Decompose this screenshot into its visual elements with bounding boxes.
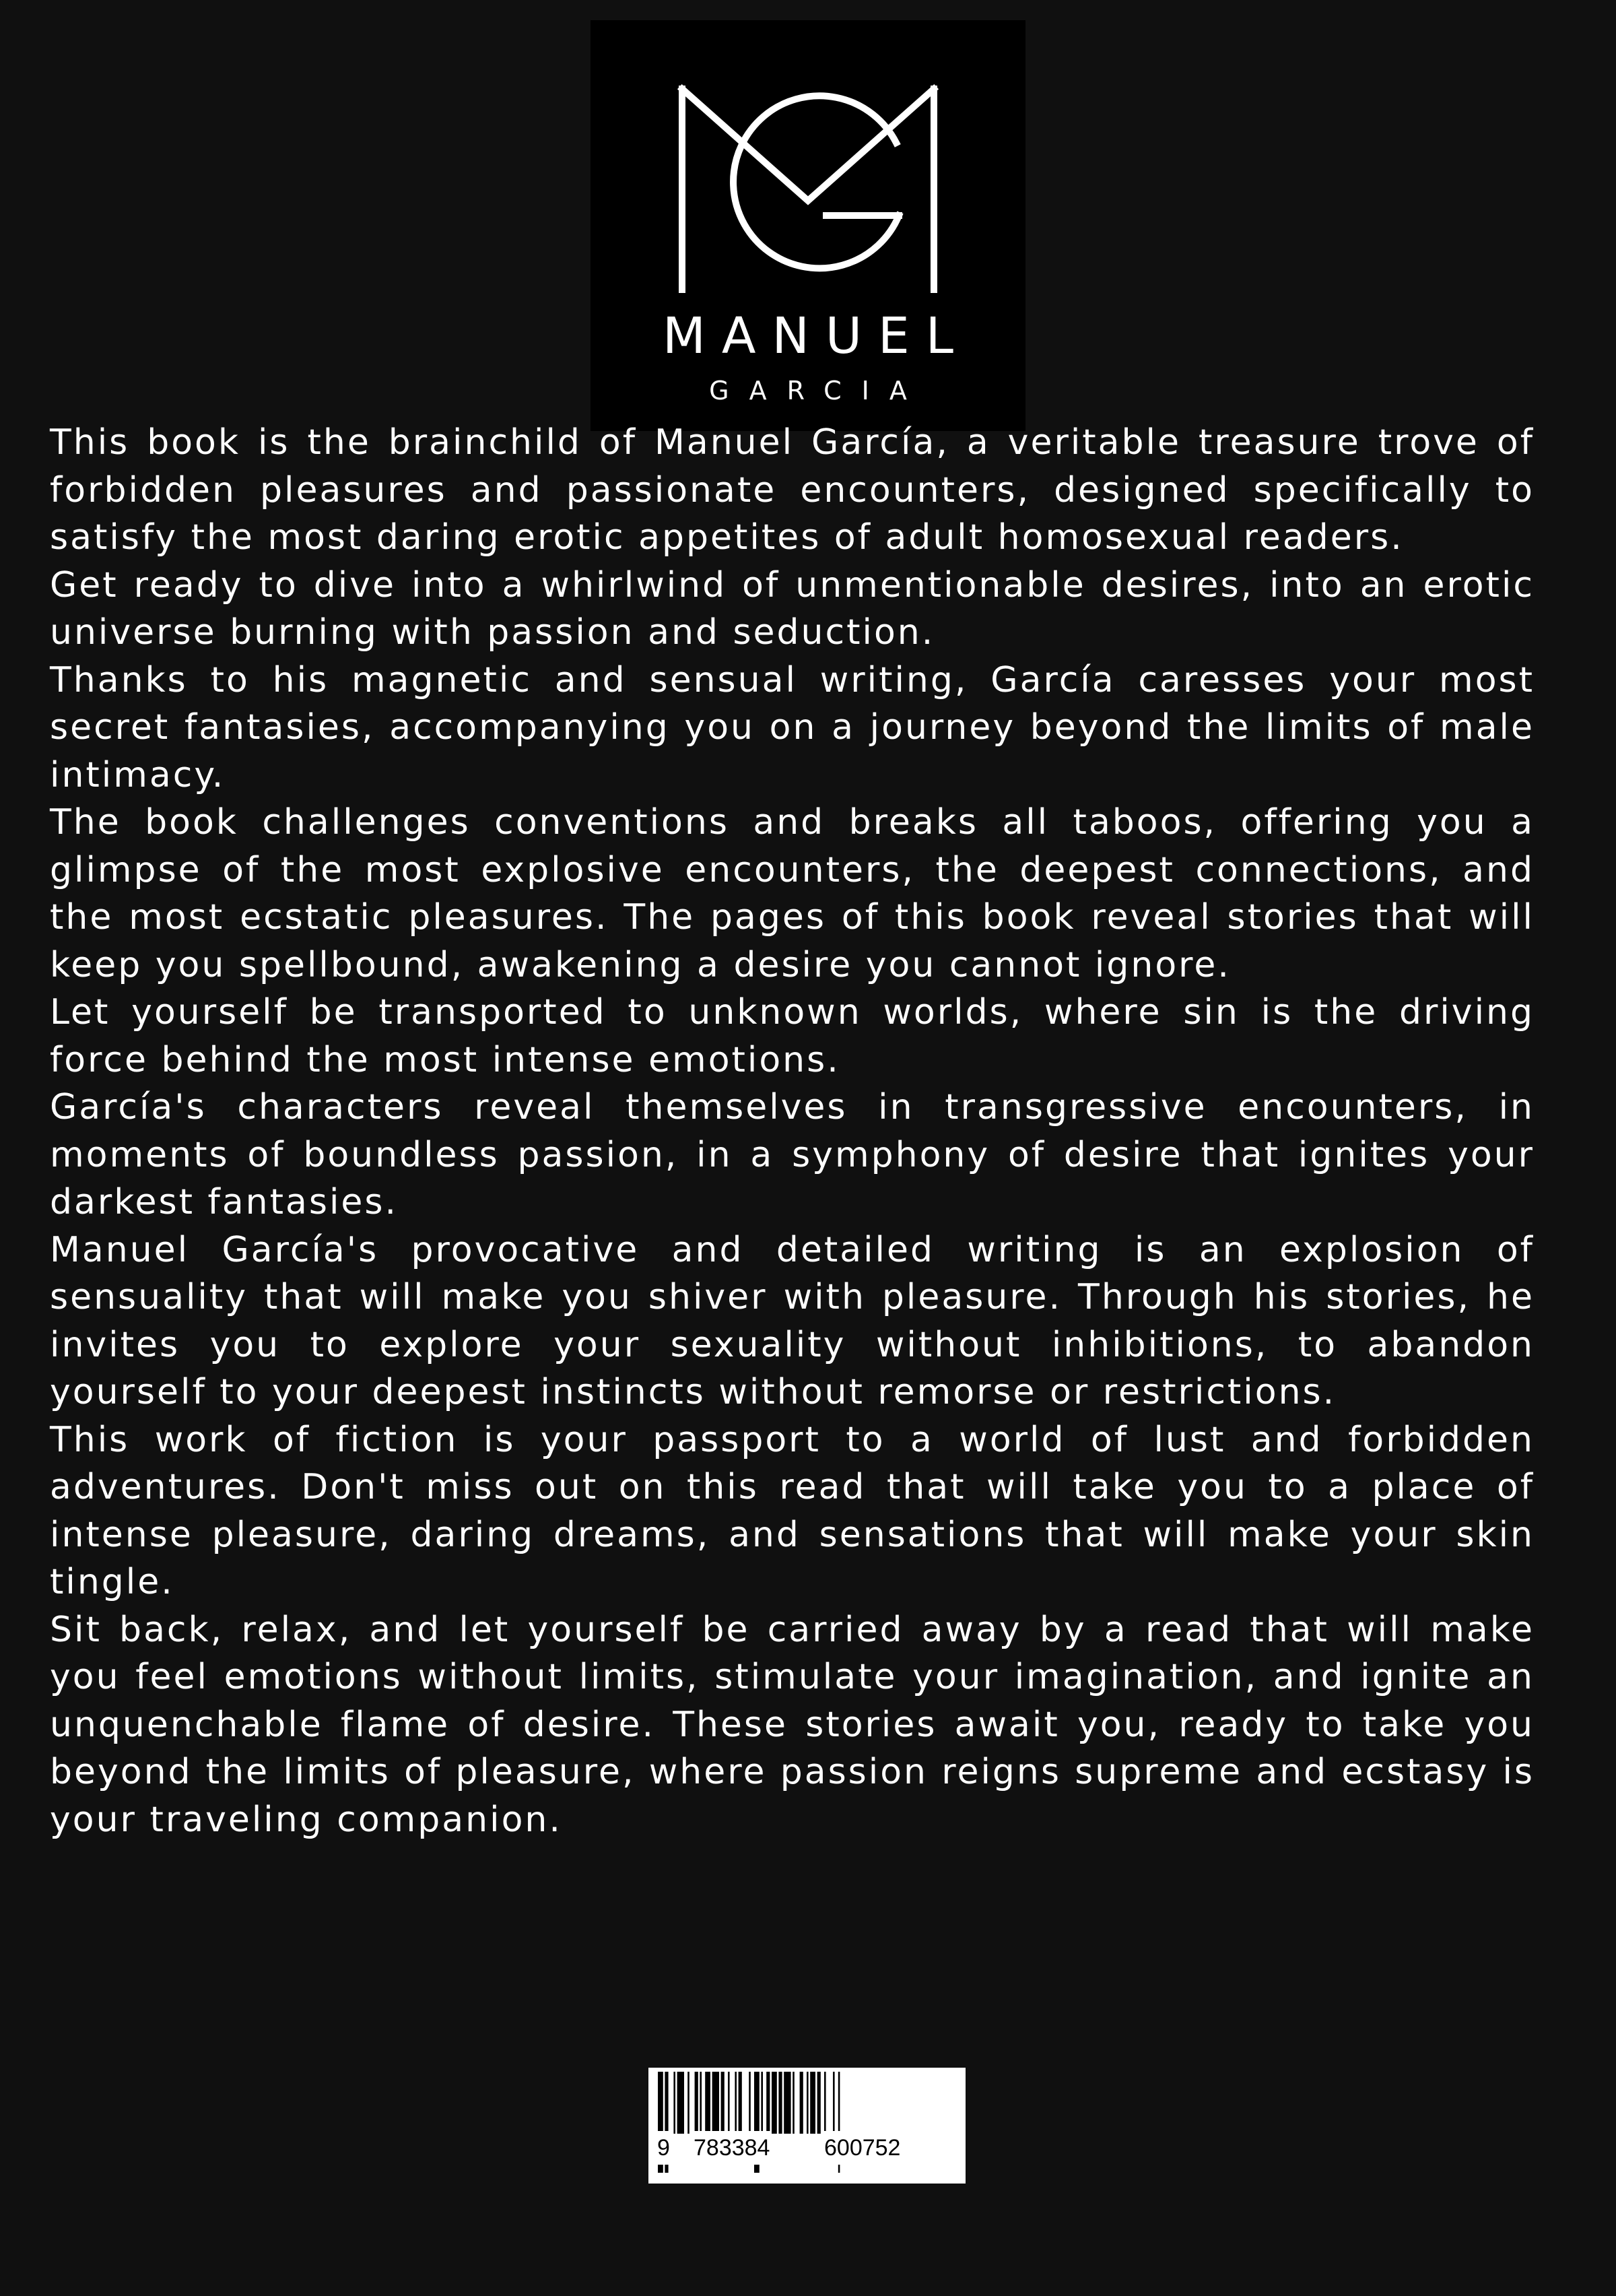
blurb-paragraph: Let yourself be transported to unknown worlds, where sin is the driving force behind the most intense emotions. bbox=[50, 992, 1535, 1080]
barcode-bar bbox=[793, 2072, 795, 2134]
barcode-bar bbox=[700, 2072, 702, 2134]
blurb-paragraph: Thanks to his magnetic and sensual writing, García caresses your most secret fantasies, accompanying you on a journey beyond the limits of male intimacy. bbox=[50, 659, 1535, 795]
barcode-bar bbox=[810, 2072, 815, 2134]
barcode-digits bbox=[648, 2131, 966, 2165]
barcode-bar bbox=[833, 2072, 835, 2134]
barcode-bar bbox=[800, 2072, 803, 2134]
isbn-barcode bbox=[648, 2068, 966, 2184]
barcode-prefix-digit: 9 bbox=[655, 2131, 672, 2165]
blurb-paragraph: Get ready to dive into a whirlwind of unmentionable desires, into an erotic universe burning with passion and seduction. bbox=[50, 564, 1535, 653]
barcode-bar bbox=[772, 2072, 777, 2134]
barcode-bar bbox=[778, 2072, 782, 2134]
barcode-bar bbox=[721, 2072, 725, 2134]
barcode-bar bbox=[735, 2072, 737, 2134]
blurb-paragraph: This book is the brainchild of Manuel García, a veritable treasure trove of forbidden pleasures and passionate encounters, designed specifically to satisfy the most daring erotic appetites of adult homosexual readers. bbox=[50, 422, 1535, 558]
blurb-paragraph: García's characters reveal themselves in transgressive encounters, in moments of boundless passion, in a symphony of desire that ignites your darkest fantasies. bbox=[50, 1087, 1535, 1222]
barcode-bar bbox=[749, 2072, 751, 2134]
mg-monogram-icon bbox=[677, 81, 939, 296]
barcode-left-group: 783384 bbox=[692, 2131, 772, 2165]
barcode-bar bbox=[739, 2072, 742, 2134]
blurb-paragraph: Sit back, relax, and let yourself be carried away by a read that will make you feel emotions without limits, stimulate your imagination, and ignite an unquenchable flame of desire. These stories await you, ready to take you beyond the limits of pleasure, where passion reigns supreme and ecstasy is your traveling companion. bbox=[50, 1609, 1535, 1840]
blurb-paragraph: Manuel García's provocative and detailed writing is an explosion of sensuality that will make you shiver with pleasure. Through his stories, he invites you to explore your sexuality without inhibitions, to abandon yourself to your deepest instincts without remorse or restrictions. bbox=[50, 1229, 1535, 1412]
barcode-bar bbox=[705, 2072, 710, 2134]
barcode-bar bbox=[807, 2072, 809, 2134]
barcode-bar bbox=[766, 2072, 770, 2134]
barcode-bar bbox=[712, 2072, 719, 2134]
logo-author-first-name: MANUEL bbox=[663, 307, 970, 365]
barcode-bar bbox=[695, 2072, 698, 2134]
barcode-bar bbox=[784, 2072, 790, 2134]
barcode-bar bbox=[761, 2072, 763, 2134]
barcode-bar bbox=[677, 2072, 684, 2134]
barcode-bar bbox=[824, 2072, 826, 2134]
logo-author-last-name: GARCIA bbox=[709, 376, 927, 405]
barcode-right-group: 600752 bbox=[822, 2131, 902, 2165]
barcode-bar bbox=[728, 2072, 730, 2134]
blurb-paragraph: The book challenges conventions and breaks all taboos, offering you a glimpse of the most explosive encounters, the deepest connections, and the most ecstatic pleasures. The pages of this book reveal stories that will keep you spellbound, awakening a desire you cannot ignore. bbox=[50, 802, 1535, 985]
blurb-paragraph: This work of fiction is your passport to a world of lust and forbidden adventures. Don't miss out on this read that will take you to a place of intense pleasure, daring dreams, and sensations that will make your skin tingle. bbox=[50, 1419, 1535, 1602]
author-logo bbox=[591, 20, 1025, 431]
barcode-bar bbox=[817, 2072, 821, 2134]
barcode-bar bbox=[673, 2072, 675, 2134]
barcode-bar bbox=[687, 2072, 689, 2134]
barcode-bars bbox=[648, 2068, 966, 2184]
back-cover-blurb bbox=[50, 419, 1535, 1843]
